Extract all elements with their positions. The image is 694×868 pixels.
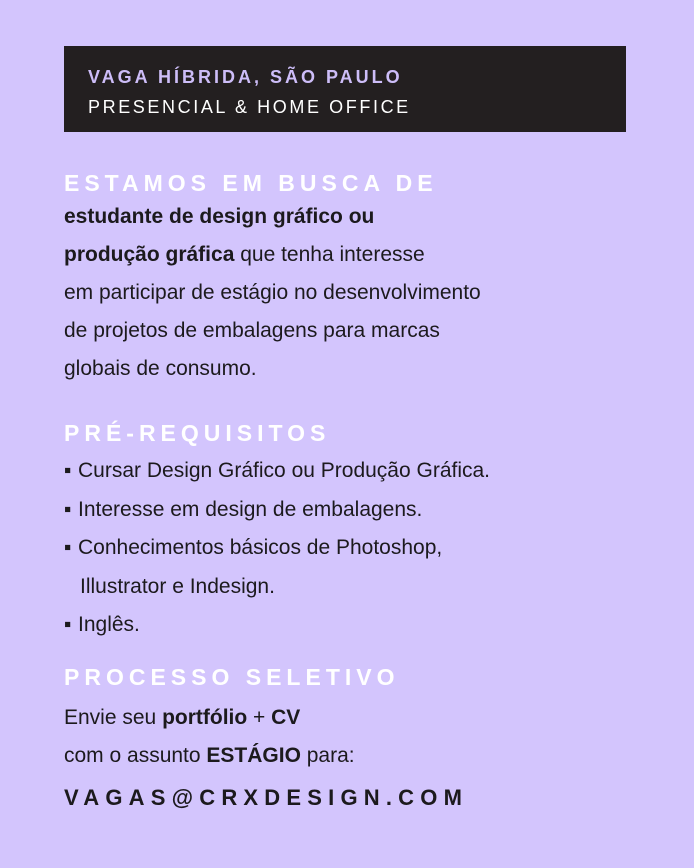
process-line1-start: Envie seu xyxy=(64,706,163,729)
list-item xyxy=(64,452,490,491)
portfolio-label: portfólio xyxy=(162,706,248,729)
list-item-text: Cursar Design Gráfico ou Produção Gráfica. xyxy=(78,459,491,482)
bullet-icon: ▪ xyxy=(64,613,72,636)
process-line2-start: com o assunto xyxy=(64,744,207,767)
bullet-icon: ▪ xyxy=(64,497,72,521)
process-text xyxy=(64,699,355,775)
requirements-heading: PRÉ-REQUISITOS xyxy=(64,420,331,446)
intro-line-5: globais de consumo. xyxy=(64,357,257,380)
list-item-continuation: Illustrator e Indesign. xyxy=(80,574,275,598)
header-title: VAGA HÍBRIDA, SÃO PAULO xyxy=(88,67,403,87)
list-item-text: Interesse em design de embalagens. xyxy=(78,497,423,521)
list-item xyxy=(64,491,490,530)
list-item xyxy=(64,606,490,645)
requirements-list xyxy=(64,452,490,645)
contact-email[interactable]: VAGAS@CRXDESIGN.COM xyxy=(64,785,469,810)
intro-text xyxy=(64,198,481,388)
intro-bold-1: estudante de design gráfico ou xyxy=(64,205,375,228)
list-item-text: Inglês. xyxy=(78,613,140,636)
plus-sign: + xyxy=(247,706,272,729)
list-item xyxy=(64,529,490,568)
intro-line-4: de projetos de embalagens para marcas xyxy=(64,319,440,342)
intro-heading: ESTAMOS EM BUSCA DE xyxy=(64,170,438,196)
process-heading: PROCESSO SELETIVO xyxy=(64,664,400,690)
intro-line2-rest: que tenha interesse xyxy=(234,243,425,266)
subject-label: ESTÁGIO xyxy=(206,744,301,767)
bullet-icon: ▪ xyxy=(64,459,72,482)
cv-label: CV xyxy=(271,706,301,729)
intro-bold-2: produção gráfica xyxy=(64,243,235,266)
list-item-text: Conhecimentos básicos de Photoshop, xyxy=(78,536,443,559)
header-box xyxy=(64,46,626,132)
header-subtitle: PRESENCIAL & HOME OFFICE xyxy=(88,97,411,117)
process-line2-end: para: xyxy=(300,744,355,767)
intro-line-3: em participar de estágio no desenvolvimento xyxy=(64,281,481,304)
bullet-icon: ▪ xyxy=(64,536,72,559)
